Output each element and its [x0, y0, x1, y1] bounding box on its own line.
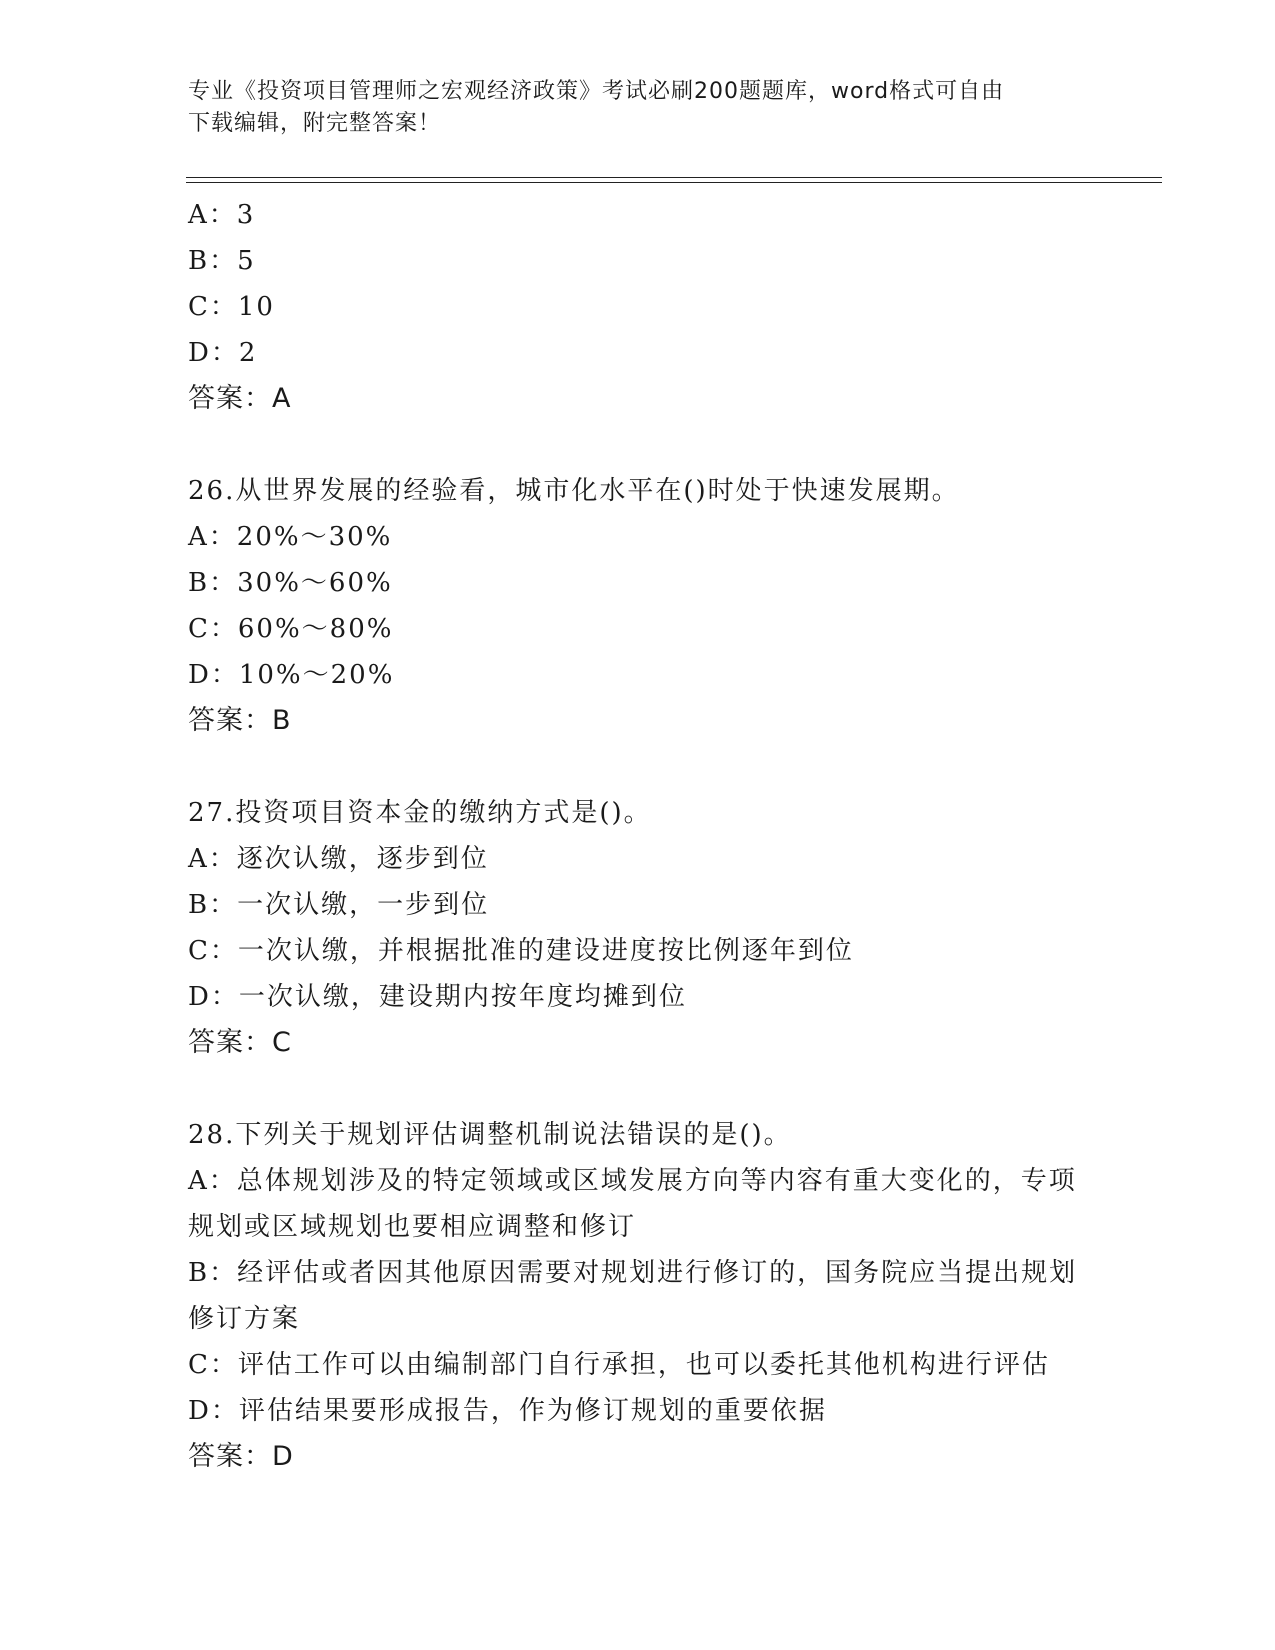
option-d: D：2	[188, 338, 258, 368]
option-c: C：60%～80%	[188, 614, 394, 644]
option-d: D：10%～20%	[188, 660, 395, 690]
option-c: C：一次认缴，并根据批准的建设进度按比例逐年到位	[188, 936, 854, 966]
option-a: A：3	[188, 200, 256, 230]
question-26	[188, 468, 1078, 744]
answer-label: 答案：D	[188, 1441, 294, 1472]
header-title-line-2: 下载编辑，附完整答案！	[188, 111, 442, 136]
answer-label: 答案：C	[188, 1027, 292, 1058]
question-27	[188, 790, 1078, 1066]
option-b: B：经评估或者因其他原因需要对规划进行修订的，国务院应当提出规划修订方案	[188, 1258, 1078, 1334]
question-28	[188, 1112, 1078, 1480]
prev-question-block	[188, 192, 1078, 422]
header-divider-top	[186, 177, 1162, 178]
question-text: 28.下列关于规划评估调整机制说法错误的是()。	[188, 1120, 792, 1150]
option-d: D：评估结果要形成报告，作为修订规划的重要依据	[188, 1396, 827, 1426]
option-b: B：5	[188, 246, 256, 276]
answer-label: 答案：B	[188, 705, 292, 736]
header-divider-bottom	[186, 182, 1162, 183]
option-c: C：评估工作可以由编制部门自行承担，也可以委托其他机构进行评估	[188, 1350, 1050, 1380]
option-a: A：逐次认缴，逐步到位	[188, 844, 489, 874]
option-b: B：一次认缴，一步到位	[188, 890, 490, 920]
option-b: B：30%～60%	[188, 568, 393, 598]
question-content	[188, 192, 1078, 1480]
question-text: 27.投资项目资本金的缴纳方式是()。	[188, 798, 652, 828]
option-a: A：总体规划涉及的特定领域或区域发展方向等内容有重大变化的，专项规划或区域规划也要相应调整和修订	[188, 1166, 1077, 1242]
answer-label: 答案：A	[188, 383, 292, 414]
question-text: 26.从世界发展的经验看，城市化水平在()时处于快速发展期。	[188, 476, 960, 506]
header-title-line-1: 专业《投资项目管理师之宏观经济政策》考试必刷200题题库，word格式可自由	[188, 79, 1005, 104]
option-a: A：20%～30%	[188, 522, 393, 552]
option-c: C：10	[188, 292, 275, 322]
document-header	[188, 76, 1068, 140]
option-d: D：一次认缴，建设期内按年度均摊到位	[188, 982, 687, 1012]
